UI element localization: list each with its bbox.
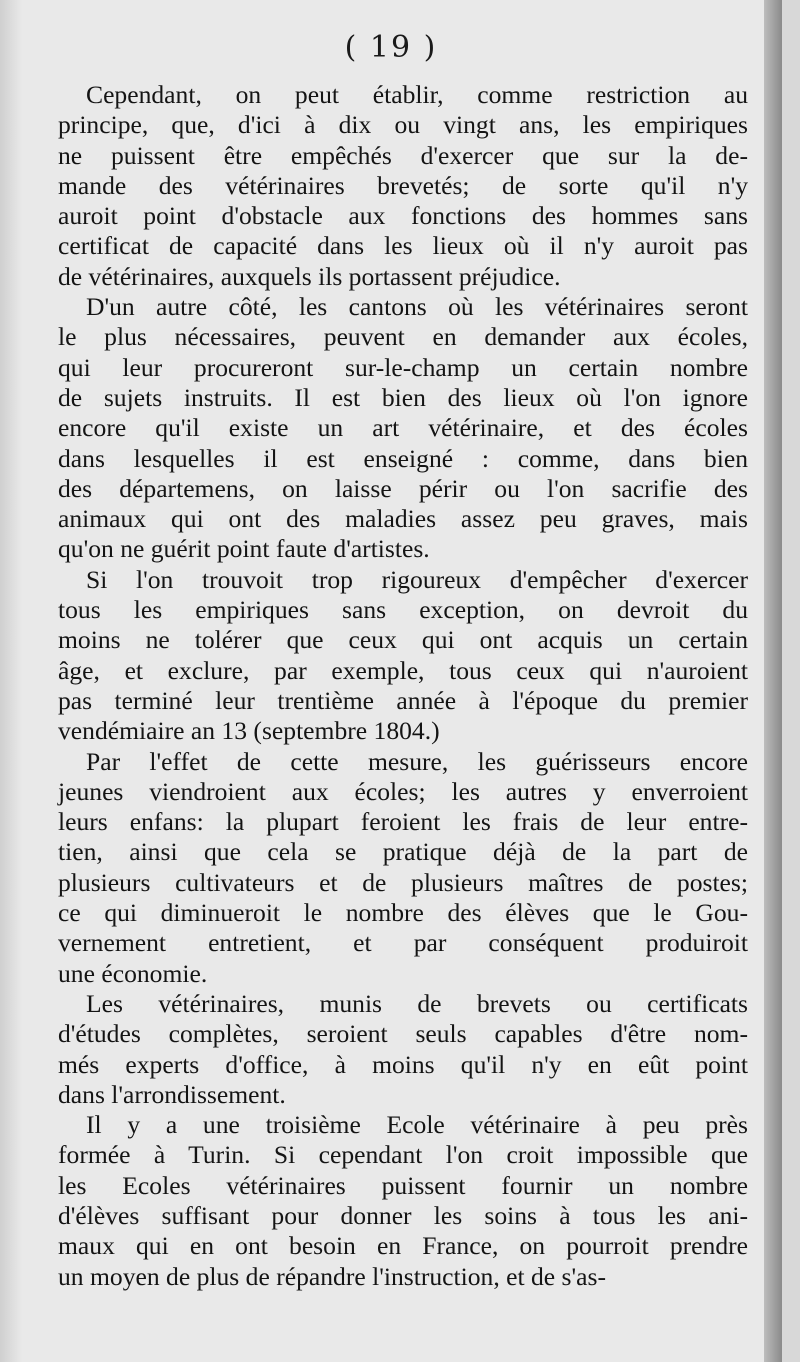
text-line: de vétérinaires, auxquels ils portassent préjudice. (58, 261, 561, 291)
text-line: certificat de capacité dans les lieux où il n'y auroit pas (58, 231, 748, 261)
text-line: qui leur procureront sur-le-champ un certain nombre (58, 352, 748, 382)
paragraph (58, 292, 748, 565)
text-line: Il y a une troisième Ecole vétérinaire à peu près (86, 1110, 748, 1140)
paragraph (58, 80, 748, 292)
text-line: maux qui en ont besoin en France, on pourroit prendre (58, 1231, 748, 1261)
text-line: tien, ainsi que cela se pratique déjà de la part de (58, 837, 748, 867)
text-line: plusieurs cultivateurs et de plusieurs maîtres de postes; (58, 867, 748, 897)
text-line: les Ecoles vétérinaires puissent fournir un nombre (58, 1170, 748, 1200)
text-line: Par l'effet de cette mesure, les guérisseurs encore (86, 746, 748, 776)
text-line: d'études complètes, seroient seuls capables d'être nom- (58, 1019, 748, 1049)
text-line: le plus nécessaires, peuvent en demander aux écoles, (58, 322, 748, 352)
text-line: auroit point d'obstacle aux fonctions des hommes sans (58, 201, 748, 231)
text-line: encore qu'il existe un art vétérinaire, et des écoles (58, 413, 748, 443)
body-text (58, 80, 748, 1292)
text-line: moins ne tolérer que ceux qui ont acquis un certain (58, 625, 748, 655)
text-line: jeunes viendroient aux écoles; les autres y enverroient (58, 776, 748, 806)
text-line: des départemens, on laisse périr ou l'on sacrifie des (58, 473, 748, 503)
text-line: ce qui diminueroit le nombre des élèves que le Gou- (58, 898, 748, 928)
text-line: Les vétérinaires, munis de brevets ou certificats (86, 988, 748, 1018)
text-line: tous les empiriques sans exception, on devroit du (58, 595, 748, 625)
text-line: pas terminé leur trentième année à l'époque du premier (58, 685, 748, 715)
text-line: ne puissent être empêchés d'exercer que sur la de- (58, 140, 748, 170)
page-number: ( 19 ) (344, 30, 438, 65)
text-line: més experts d'office, à moins qu'il n'y en eût point (58, 1049, 748, 1079)
paragraph (58, 1110, 748, 1292)
text-line: animaux qui ont des maladies assez peu graves, mais (58, 504, 748, 534)
text-line: de sujets instruits. Il est bien des lieux où l'on ignore (58, 382, 748, 412)
paragraph (58, 747, 748, 989)
page-edge-shadow (764, 0, 782, 1362)
text-line: formée à Turin. Si cependant l'on croit impossible que (58, 1140, 748, 1170)
text-line: Si l'on trouvoit trop rigoureux d'empêcher d'exercer (86, 564, 748, 594)
text-line: âge, et exclure, par exemple, tous ceux qui n'auroient (58, 655, 748, 685)
text-line: principe, que, d'ici à dix ou vingt ans, les empiriques (58, 110, 748, 140)
text-line: vernement entretient, et par conséquent produiroit (58, 928, 748, 958)
text-line: Cependant, on peut établir, comme restriction au (86, 80, 748, 109)
text-line: qu'on ne guérit point faute d'artistes. (58, 534, 430, 564)
text-line: d'élèves suffisant pour donner les soins à tous les ani- (58, 1200, 748, 1230)
text-line: vendémiaire an 13 (septembre 1804.) (58, 716, 440, 746)
text-line: dans l'arrondissement. (58, 1079, 286, 1109)
paragraph (58, 989, 748, 1110)
text-line: D'un autre côté, les cantons où les vétérinaires seront (86, 292, 748, 322)
text-line: un moyen de plus de répandre l'instruction, et de s'as- (58, 1261, 606, 1291)
text-line: mande des vétérinaires brevetés; de sorte qu'il n'y (58, 170, 748, 200)
paragraph (58, 565, 748, 747)
text-line: une économie. (58, 958, 208, 988)
page-gutter-shadow (0, 0, 22, 1362)
text-line: dans lesquelles il est enseigné : comme, dans bien (58, 443, 748, 473)
text-line: leurs enfans: la plupart feroient les frais de leur entre- (58, 807, 748, 837)
